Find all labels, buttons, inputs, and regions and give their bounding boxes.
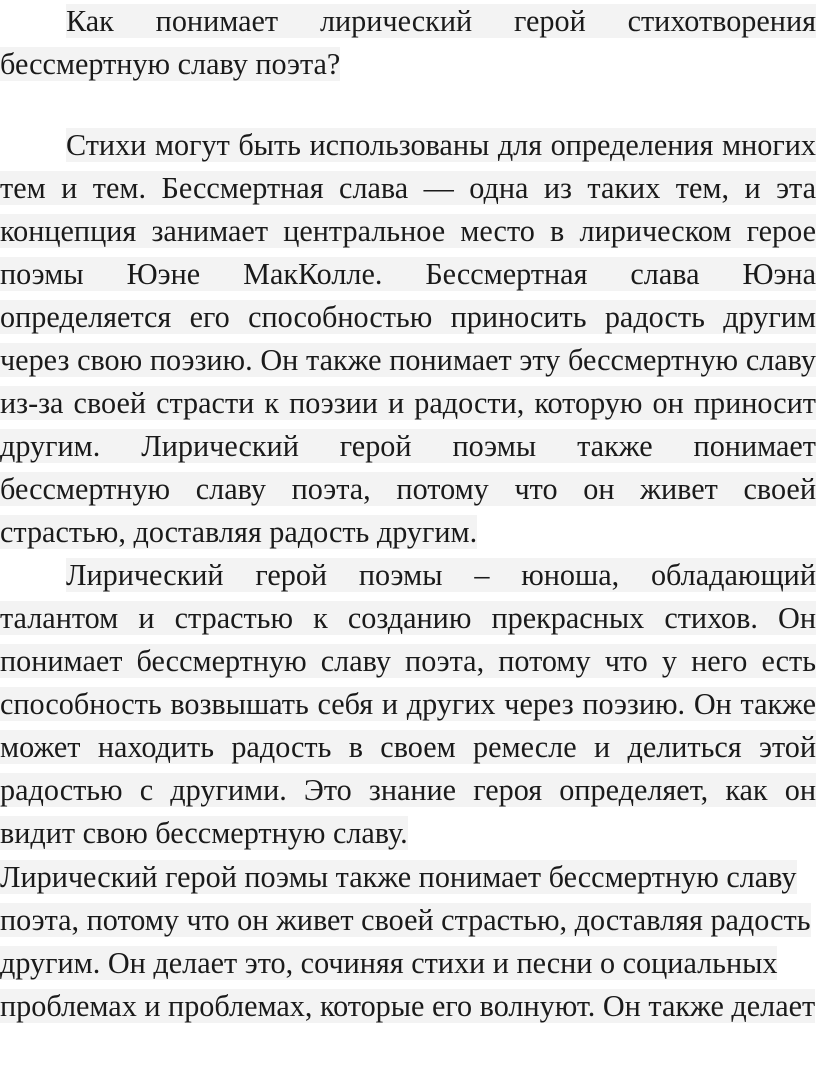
answer-text-2: Лирический герой поэмы – юноша, обладающий талантом и страстью к созданию прекрасных стихов. Он понимает бессмертную славу поэта, потому что у него есть способность возвышать себя и других через поэзию. Он также может находить радость в своем ремесле и делиться этой радостью с другими. Это знание героя определяет, как он видит свою бессмертную славу. [0,558,816,850]
question-text: Как понимает лирический герой стихотворения бессмертную славу поэта? [0,4,816,81]
answer-text-1: Стихи могут быть использованы для определения многих тем и тем. Бессмертная слава — одна из таких тем, и эта концепция занимает центральное место в лирическом герое поэмы Юэне МакКолле. Бессмертная слава Юэна определяется его способностью приносить радость другим через свою поэзию. Он также понимает эту бессмертную славу из-за своей страсти к поэзии и радости, которую он приносит другим. Лирический герой поэмы также понимает бессмертную славу поэта, потому что он живет своей страстью, доставляя радость другим. [0,128,816,549]
question-paragraph [0,0,816,86]
answer-paragraph-2 [0,554,816,855]
answer-paragraph-3 [0,856,816,1028]
answer-paragraph-1 [0,124,816,554]
answer-text-3: Лирический герой поэмы также понимает бессмертную славу поэта, потому что он живет своей страстью, доставляя радость другим. Он делает это, сочиняя стихи и песни о социальных проблемах и проблемах, которые его волнуют. Он также делает [0,860,816,1023]
